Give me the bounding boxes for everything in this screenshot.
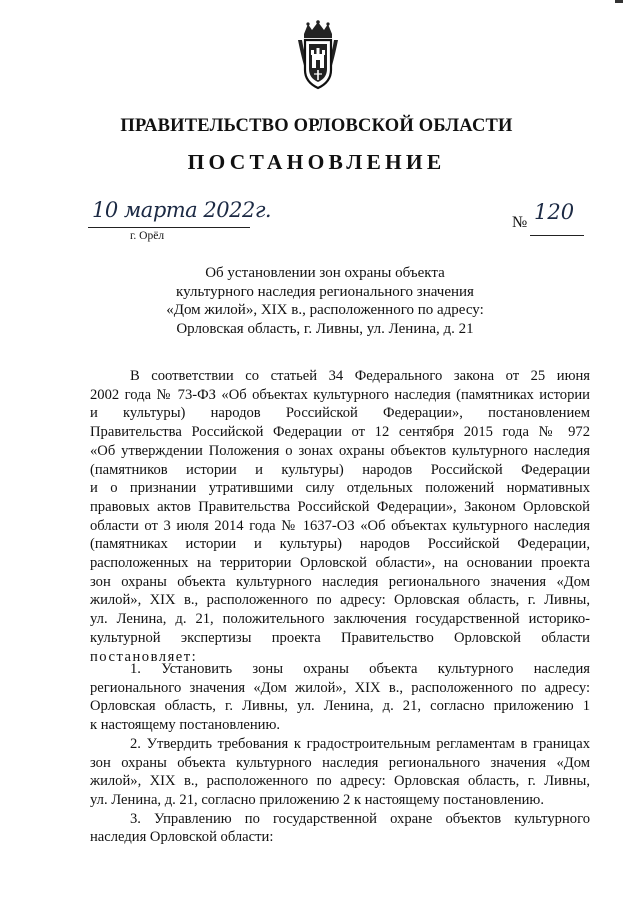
handwritten-date: 10 марта 2022г. bbox=[92, 198, 272, 222]
item-2-line: жилой», XIX в., расположенного по адресу: Орловская область, г. Ливны, bbox=[90, 773, 590, 790]
scan-artifact bbox=[615, 0, 623, 3]
preamble-line: и о признании утратившими силу отдельных положений нормативных bbox=[90, 480, 590, 497]
document-subject bbox=[160, 264, 490, 338]
item-2-line: зон охраны объекта культурного наследия регионального значения «Дом bbox=[90, 754, 590, 771]
preamble-line: ул. Ленина, д. 21, положительного заключения государственной историко- bbox=[90, 611, 590, 628]
subject-line: Орловская область, г. Ливны, ул. Ленина, д. 21 bbox=[176, 320, 474, 337]
date-underline bbox=[88, 227, 250, 228]
preamble-line: расположенных на территории Орловской области», на основании проекта bbox=[90, 555, 590, 571]
subject-line: культурного наследия регионального значения bbox=[176, 283, 474, 300]
resolves-word: постановляет: bbox=[90, 648, 198, 665]
item-1-line: Орловская область, г. Ливны, ул. Ленина, д. 21, согласно приложению 1 bbox=[90, 698, 590, 715]
item-3-line: 3. Управлению по государственной охране объектов культурного bbox=[130, 810, 590, 827]
subject-line: Об установлении зон охраны объекта bbox=[205, 265, 445, 281]
item-1-line: 1. Установить зоны охраны объекта культурного наследия bbox=[130, 661, 590, 677]
item-2-line: 2. Утвердить требования к градостроительным регламентам в границах bbox=[130, 735, 590, 752]
item-1-line: к настоящему постановлению. bbox=[90, 717, 281, 734]
preamble-line: В соответствии со статьей 34 Федерального закона от 25 июня bbox=[130, 368, 590, 384]
preamble-line: и культуры) народов Российской Федерации», постановлением bbox=[90, 405, 590, 422]
preamble-line: жилой», XIX в., расположенного по адресу: Орловская область, г. Ливны, bbox=[90, 592, 590, 609]
government-title: ПРАВИТЕЛЬСТВО ОРЛОВСКОЙ ОБЛАСТИ bbox=[120, 116, 513, 136]
number-sign: № bbox=[512, 214, 528, 231]
number-underline bbox=[530, 235, 584, 236]
preamble-line: зон охраны объекта культурного наследия регионального значения «Дом bbox=[90, 573, 590, 590]
preamble-line: культурной экспертизы проекта Правительство Орловской области bbox=[90, 629, 590, 646]
preamble-line: 2002 года № 73-ФЗ «Об объектах культурного наследия (памятниках истории bbox=[90, 386, 590, 403]
city-label: г. Орёл bbox=[130, 230, 165, 242]
item-2-line: ул. Ленина, д. 21, согласно приложению 2 к настоящему постановлению. bbox=[90, 791, 544, 808]
preamble-line: (памятников истории и культуры) народов Российской Федерации bbox=[90, 461, 590, 478]
orel-coat-of-arms-icon bbox=[296, 20, 340, 92]
item-1-line: регионального значения «Дом жилой», XIX в., расположенного по адресу: bbox=[90, 679, 590, 696]
preamble-line: правовых актов Правительства Российской Федерации», Законом Орловской bbox=[90, 498, 590, 515]
item-3-line: наследия Орловской области: bbox=[90, 829, 274, 846]
subject-line: «Дом жилой», XIX в., расположенного по адресу: bbox=[166, 302, 484, 319]
preamble-line: области от 3 июля 2014 года № 1637-ОЗ «Об объектах культурного наследия bbox=[90, 517, 590, 534]
preamble-line: «Об утверждении Положения о зонах охраны объектов культурного наследия bbox=[90, 442, 590, 459]
preamble-line: Правительства Российской Федерации от 12 сентября 2015 года № 972 bbox=[90, 424, 590, 441]
document-type-heading: ПОСТАНОВЛЕНИЕ bbox=[187, 150, 446, 174]
preamble-line: (памятниках истории и культуры) народов Российской Федерации, bbox=[90, 536, 590, 553]
handwritten-number: 120 bbox=[534, 200, 575, 224]
